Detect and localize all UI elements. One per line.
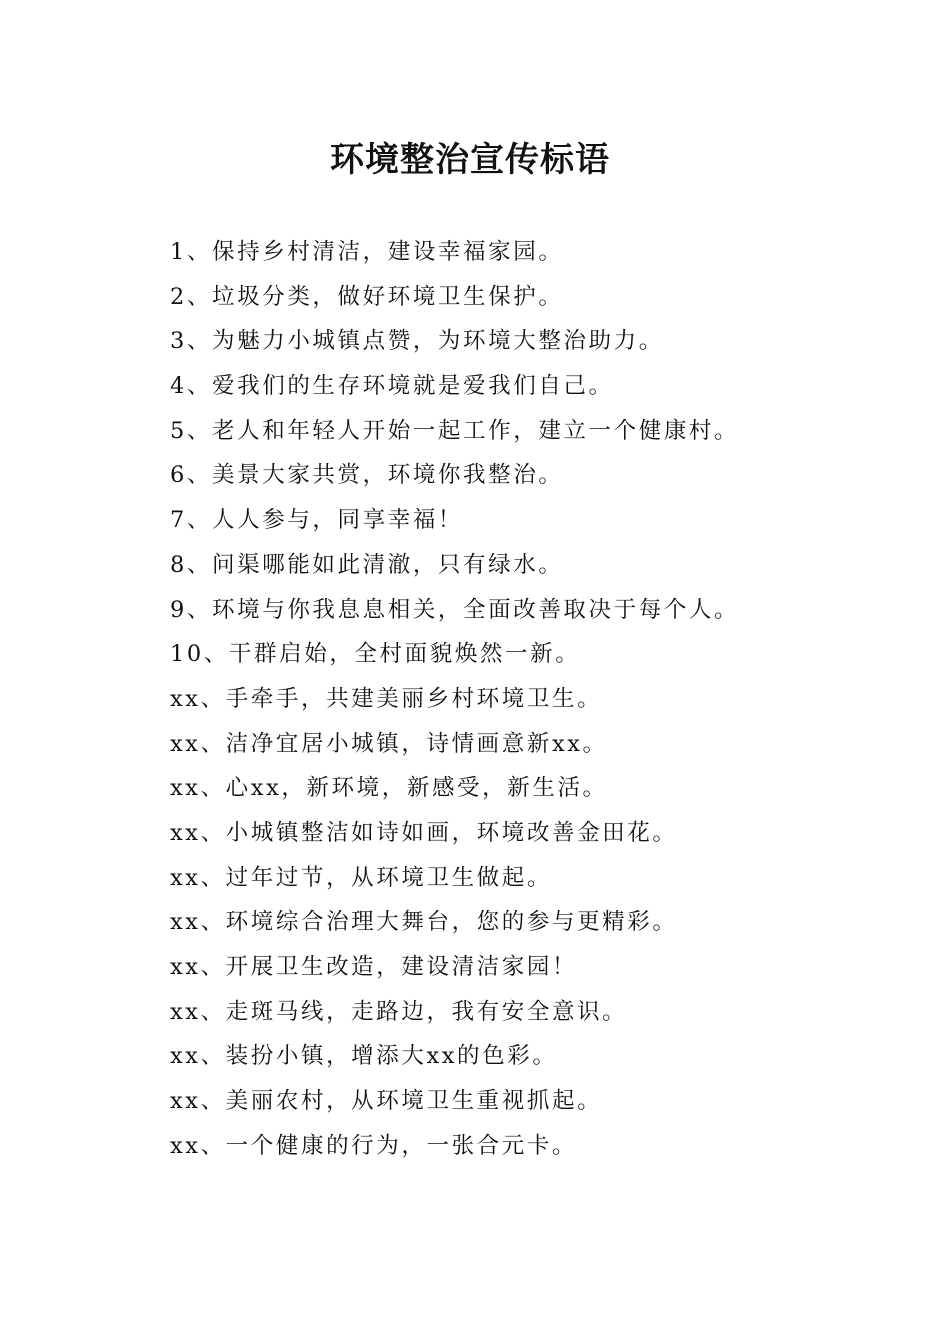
slogan-list — [170, 230, 910, 1168]
slogan-item: xx、装扮小镇，增添大xx的色彩。 — [170, 1043, 558, 1070]
slogan-item: xx、小城镇整洁如诗如画，环境改善金田花。 — [170, 819, 678, 846]
slogan-item: 3、为魅力小城镇点赞，为环境大整治助力。 — [170, 328, 664, 355]
slogan-item: xx、开展卫生改造，建设清洁家园！ — [170, 954, 578, 980]
slogan-item: 8、问渠哪能如此清澈，只有绿水。 — [170, 551, 564, 578]
slogan-item: 1、保持乡村清洁，建设幸福家园。 — [170, 239, 564, 265]
slogan-item: xx、一个健康的行为，一张合元卡。 — [170, 1132, 578, 1159]
slogan-item: xx、美丽农村，从环境卫生重视抓起。 — [170, 1088, 603, 1115]
slogan-item: 9、环境与你我息息相关，全面改善取决于每个人。 — [170, 596, 740, 623]
slogan-item: xx、心xx，新环境，新感受，新生活。 — [170, 775, 608, 802]
slogan-item: 10、干群启始，全村面貌焕然一新。 — [170, 641, 581, 668]
slogan-item: xx、洁净宜居小城镇，诗情画意新xx。 — [170, 730, 608, 757]
slogan-item: 4、爱我们的生存环境就是爱我们自己。 — [170, 373, 614, 400]
slogan-item: 2、垃圾分类，做好环境卫生保护。 — [170, 283, 564, 310]
slogan-item: xx、环境综合治理大舞台，您的参与更精彩。 — [170, 909, 678, 936]
slogan-item: 6、美景大家共赏，环境你我整治。 — [170, 462, 564, 489]
slogan-item: 7、人人参与，同享幸福！ — [170, 507, 464, 534]
slogan-item: xx、走斑马线，走路边，我有安全意识。 — [170, 998, 628, 1025]
slogan-item: xx、过年过节，从环境卫生做起。 — [170, 864, 552, 891]
slogan-item: xx、手牵手，共建美丽乡村环境卫生。 — [170, 685, 603, 712]
document-title: 环境整治宣传标语 — [330, 140, 610, 180]
slogan-item: 5、老人和年轻人开始一起工作，建立一个健康村。 — [170, 417, 740, 444]
